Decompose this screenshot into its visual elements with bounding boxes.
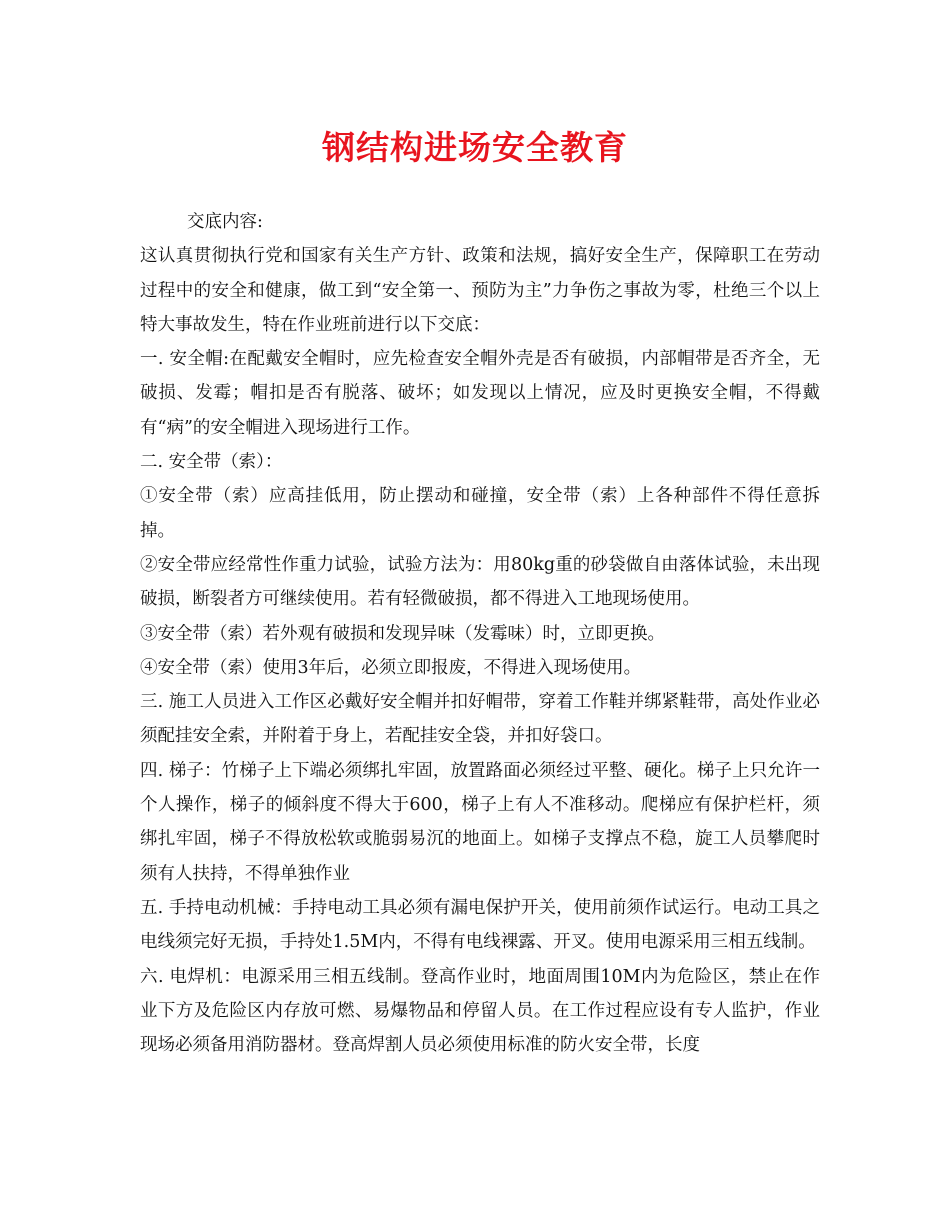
paragraph-section-5-power-tools: 五. 手持电动机械：手持电动工具必须有漏电保护开关，使用前须作试运行。电动工具之电线须完好无损，手持处1.5M内，不得有电线裸露、开叉。使用电源采用三相五线制。: [140, 897, 820, 953]
paragraph-section-4-ladder: 四. 梯子：竹梯子上下端必须绑扎牢固，放置路面必须经过平整、硬化。梯子上只允许一个人操作，梯子的倾斜度不得大于600，梯子上有人不准移动。爬梯应有保护栏杆，须绑扎牢固，梯子不得放松软或脆弱易沉的地面上。如梯子支撑点不稳，旋工人员攀爬时须有人扶持，不得单独作业: [140, 760, 820, 884]
paragraph-preamble: 这认真贯彻执行党和国家有关生产方针、政策和法规，搞好安全生产，保障职工在劳动过程中的安全和健康，做工到“安全第一、预防为主”力争伤之事故为零，杜绝三个以上特大事故发生，特在作业班前进行以下交底：: [140, 246, 820, 335]
paragraph-section-3: 三. 施工人员进入工作区必戴好安全帽并扣好帽带，穿着工作鞋并绑紧鞋带，高处作业必须配挂安全索，并附着于身上，若配挂安全袋，并扣好袋口。: [140, 692, 820, 747]
document-title: 钢结构进场安全教育: [322, 128, 628, 167]
paragraph-intro-label: 交底内容:: [187, 212, 263, 232]
paragraph-section-6-welder: 六. 电焊机：电源采用三相五线制。登高作业时，地面周围10M内为危险区，禁止在作业下方及危险区内存放可燃、易爆物品和停留人员。在工作过程应设有专人监护，作业现场必须备用消防器材。登高焊割人员必须使用标准的防火安全带，长度: [140, 966, 820, 1056]
paragraph-section-2-item-2: ②安全带应经常性作重力试验，试验方法为：用80kg重的砂袋做自由落体试验，未出现破损，断裂者方可继续使用。若有轻微破损，都不得进入工地现场使用。: [140, 554, 820, 610]
paragraph-section-2-item-4: ④安全带（索）使用3年后，必须立即报废，不得进入现场使用。: [140, 657, 642, 678]
document-body: [140, 205, 820, 1062]
paragraph-section-2-heading: 二. 安全带（索）：: [140, 452, 283, 473]
paragraph-section-1-helmet: 一. 安全帽:在配戴安全帽时，应先检查安全帽外壳是否有破损，内部帽带是否齐全，无破损、发霉；帽扣是否有脱落、破坏；如发现以上情况，应及时更换安全帽，不得戴有“病”的安全帽进入现场进行工作。: [140, 349, 820, 438]
paragraph-section-2-item-1: ①安全带（索）应高挂低用，防止摆动和碰撞，安全带（索）上各种部件不得任意拆掉。: [140, 486, 820, 541]
paragraph-section-2-item-3: ③安全带（索）若外观有破损和发现异味（发霉味）时，立即更换。: [140, 623, 665, 644]
